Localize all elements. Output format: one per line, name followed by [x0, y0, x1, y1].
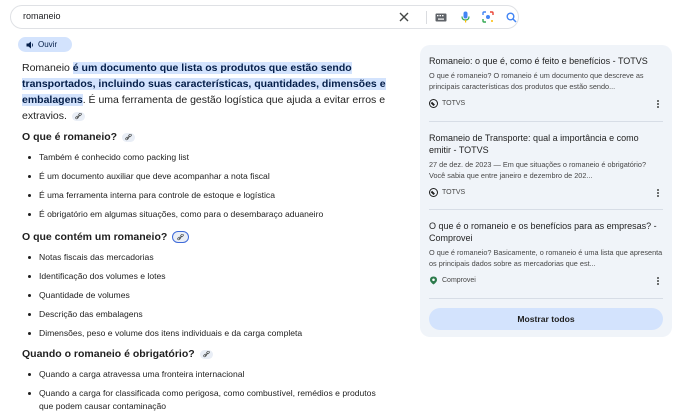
bullet-list [28, 248, 378, 343]
summary-highlight: é um documento que lista os produtos que estão sendo transportados, incluindo suas características, quantidades, dimensões e embalagens [22, 62, 386, 106]
search-input[interactable]: romaneio [23, 11, 61, 21]
source-site [429, 99, 663, 108]
list-item: É uma ferramenta interna para controle de estoque e logística [28, 186, 378, 205]
listen-button[interactable] [18, 37, 72, 52]
search-divider [426, 11, 427, 24]
sources-panel [420, 45, 672, 337]
show-all-button[interactable]: Mostrar todos [429, 308, 663, 330]
link-icon[interactable] [122, 133, 135, 142]
source-title[interactable]: O que é o romaneio e os benefícios para as empresas? - Comprovei [429, 221, 657, 243]
lens-icon[interactable] [481, 10, 495, 24]
close-icon[interactable] [397, 10, 411, 24]
comprovei-logo-icon [429, 276, 438, 285]
link-icon[interactable] [200, 350, 213, 359]
source-card[interactable] [429, 220, 663, 285]
source-name: TOTVS [442, 100, 466, 107]
search-bar[interactable] [10, 5, 519, 29]
more-options-icon[interactable] [655, 99, 661, 109]
link-icon[interactable] [72, 112, 85, 121]
source-title[interactable]: Romaneio de Transporte: qual a importância e como emitir - TOTVS [429, 133, 639, 155]
divider [429, 298, 663, 299]
summary-post: . É uma ferramenta de gestão logística que ajuda a evitar erros e extravios. [22, 94, 386, 122]
source-snippet: O que é romaneio? O romaneio é um documento que descreve as principais características dos produtos que estão sendo... [429, 71, 644, 91]
bullet-list [28, 365, 378, 416]
divider [429, 209, 663, 210]
bullet-list [28, 148, 378, 224]
source-card[interactable] [429, 132, 663, 197]
source-name: TOTVS [442, 189, 466, 196]
section-heading: O que é romaneio? [22, 131, 135, 143]
list-item: Dimensões, peso e volume dos itens individuais e da carga completa [28, 324, 378, 343]
list-item: Identificação dos volumes e lotes [28, 267, 378, 286]
source-site [429, 276, 663, 285]
listen-label: Ouvir [38, 40, 58, 49]
link-icon[interactable] [172, 231, 189, 243]
summary-pre: Romaneio [22, 62, 73, 74]
source-card[interactable] [429, 55, 663, 108]
search-icon[interactable] [504, 10, 518, 24]
source-site [429, 188, 663, 197]
source-snippet: O que é romaneio? Basicamente, o romaneio é uma lista que apresenta os principais dados sobre as mercadorias que est... [429, 248, 663, 268]
list-item: É obrigatório em algumas situações, como para o desembaraço aduaneiro [28, 205, 378, 224]
more-options-icon[interactable] [655, 188, 661, 198]
list-item: Notas fiscais das mercadorias [28, 248, 378, 267]
source-name: Comprovei [442, 277, 476, 284]
totvs-logo-icon [429, 99, 438, 108]
divider [429, 121, 663, 122]
speaker-icon [26, 41, 34, 49]
keyboard-icon[interactable] [434, 10, 448, 24]
source-snippet: 27 de dez. de 2023 — Em que situações o romaneio é obrigatório? Você sabia que entre janeiro e dezembro de 202... [429, 160, 647, 180]
mic-icon[interactable] [458, 10, 472, 24]
source-title[interactable]: Romaneio: o que é, como é feito e benefícios - TOTVS [429, 56, 648, 66]
ai-overview-summary [22, 60, 400, 124]
list-item: Descrição das embalagens [28, 305, 378, 324]
list-item: Quando a carga atravessa uma fronteira internacional [28, 365, 378, 384]
list-item: Quantidade de volumes [28, 286, 378, 305]
section-heading: Quando o romaneio é obrigatório? [22, 348, 213, 360]
more-options-icon[interactable] [655, 276, 661, 286]
list-item: Também é conhecido como packing list [28, 148, 378, 167]
list-item: É um documento auxiliar que deve acompanhar a nota fiscal [28, 167, 378, 186]
totvs-logo-icon [429, 188, 438, 197]
section-heading: O que contém um romaneio? [22, 231, 189, 243]
list-item: Quando a carga for classificada como perigosa, como combustível, remédios e produtos que podem causar contaminação [28, 384, 378, 416]
